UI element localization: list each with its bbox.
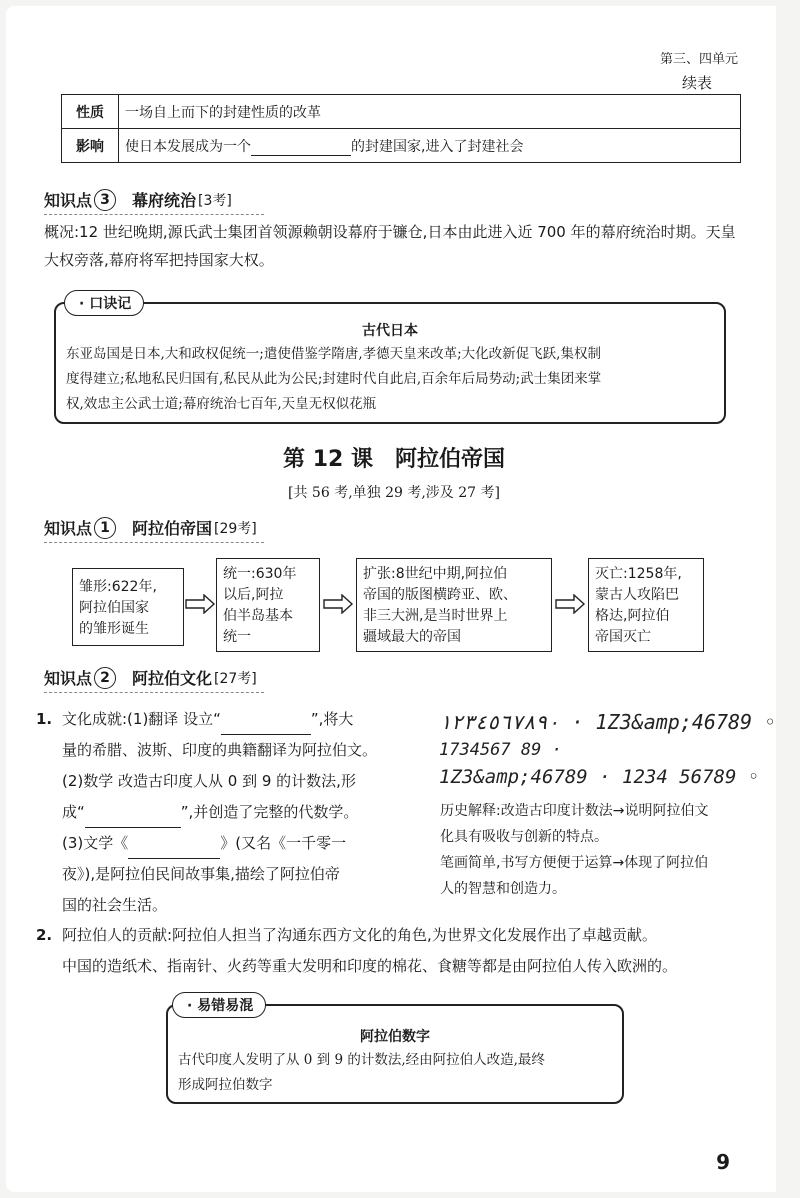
flow-line: 灭亡:1258年, [595, 566, 682, 582]
kp-count: [3考] [198, 192, 232, 209]
line-text: 成“ [62, 803, 85, 821]
mnemonic-line: 权,效忠主公武士道;幕府统治七百年,天皇无权似花瓶 [66, 396, 377, 412]
knowledge-point-2 [44, 666, 257, 689]
fill-blank[interactable] [85, 811, 181, 828]
flow-line: 统一:630年 [223, 566, 297, 582]
flow-line: 统一 [223, 629, 251, 645]
line-text: 文化成就:(1)翻译 设立“ [62, 710, 221, 728]
item-line: 国的社会生活。 [62, 896, 168, 914]
table-key: 性质 [62, 95, 119, 129]
flow-line: 雏形:622年, [79, 579, 157, 595]
confusion-tag-label: 易错易混 [197, 998, 254, 1014]
confusion-text [178, 1048, 614, 1098]
mnemonic-line: 度得建立;私地私民归国有,私民从此为公民;封建时代自此启,百余年后局势动;武士集团来掌 [66, 371, 602, 387]
confusion-tag: · 易错易混 [172, 992, 266, 1018]
table-key: 影响 [62, 129, 119, 163]
item-line [62, 828, 422, 859]
kp-count: [27考] [214, 670, 257, 687]
kp-count: [29考] [214, 520, 257, 537]
kp-number: 1 [94, 517, 116, 539]
line-text: (3)文学《 [62, 834, 129, 852]
flow-box-expand [356, 558, 552, 652]
item-number: 1. [36, 710, 53, 728]
kp-label: 知识点 [44, 191, 93, 210]
page-number: 9 [716, 1150, 730, 1174]
flow-line: 阿拉伯国家 [79, 600, 149, 616]
mnemonic-tag-label: 口诀记 [89, 296, 132, 312]
note-line: 人的智慧和创造力。 [440, 881, 566, 897]
numeral-line: 1Z3&amp;46789 · 1234 56789 ◦ [439, 766, 760, 788]
flow-arrow-icon [554, 594, 586, 614]
arab-contribution [62, 920, 762, 982]
flow-line: 帝国的版图横跨亚、欧、 [363, 587, 517, 603]
history-note [440, 798, 756, 902]
knowledge-point-3 [44, 188, 232, 211]
flow-box-origin [72, 568, 184, 646]
flow-line: 疆域最大的帝国 [363, 629, 461, 645]
table-cell: 一场自上而下的封建性质的改革 [119, 95, 741, 129]
table-cell-pre: 使日本发展成为一个 [125, 138, 251, 155]
mnemonic-title: 古代日本 [362, 323, 418, 339]
item-line: 阿拉伯人的贡献:阿拉伯人担当了沟通东西方文化的角色,为世界文化发展作出了卓越贡献。 [62, 926, 657, 944]
knowledge-point-1 [44, 516, 257, 539]
divider [44, 214, 264, 215]
mnemonic-text [66, 342, 716, 417]
kp-title: 阿拉伯文化 [132, 669, 213, 688]
item-line: 中国的造纸术、指南针、火药等重大发明和印度的棉花、食糖等都是由阿拉伯人传入欧洲的。 [62, 957, 678, 975]
item-line: (2)数学 改造古印度人从 0 到 9 的计数法,形 [62, 772, 356, 790]
kp-number: 3 [94, 189, 116, 211]
table-cell [119, 129, 741, 163]
mnemonic-tag: · 口诀记 [64, 290, 144, 316]
flow-line: 伯半岛基本 [223, 608, 293, 624]
flow-line: 蒙古人攻陷巴 [595, 587, 679, 603]
confusion-line: 古代印度人发明了从 0 到 9 的计数法,经由阿拉伯人改造,最终 [178, 1052, 545, 1068]
flow-arrow-icon [322, 594, 354, 614]
line-text: 》(又名《一千零一 [220, 834, 347, 852]
note-line: 历史解释:改造古印度计数法→说明阿拉伯文 [440, 803, 709, 819]
flow-arrow-icon [184, 594, 216, 614]
kp-number: 2 [94, 667, 116, 689]
kp-label: 知识点 [44, 519, 93, 538]
confusion-box [166, 1004, 624, 1104]
flow-line: 非三大洲,是当时世界上 [363, 608, 508, 624]
item-line: 量的希腊、波斯、印度的典籍翻译为阿拉伯文。 [62, 741, 378, 759]
note-line: 化具有吸收与创新的特点。 [440, 829, 608, 845]
flow-line: 扩张:8世纪中期,阿拉伯 [363, 566, 508, 582]
fill-blank[interactable] [251, 139, 351, 156]
fill-blank[interactable] [221, 718, 311, 735]
table-row [62, 129, 741, 163]
item-number: 2. [36, 926, 53, 944]
line-text: ”,并创造了完整的代数学。 [180, 803, 359, 821]
flow-line: 的雏形诞生 [79, 621, 149, 637]
item-line [62, 797, 422, 828]
table-row [62, 95, 741, 129]
page [6, 6, 776, 1192]
kp-label: 知识点 [44, 669, 93, 688]
table-cell-post: 的封建国家,进入了封建社会 [351, 138, 524, 155]
unit-header: 第三、四单元 [659, 52, 738, 67]
kp-title: 阿拉伯帝国 [132, 519, 213, 538]
flow-box-fall [588, 558, 704, 652]
item-line [62, 704, 422, 735]
kp-title: 幕府统治 [132, 191, 197, 210]
overview-text: 概况:12 世纪晚期,源氏武士集团首领源赖朝设幕府于镰仓,日本由此进入近 700 年的幕府统治时期。天皇大权旁落,幕府将军把持国家大权。 [44, 223, 736, 269]
culture-achievements [62, 704, 422, 921]
lesson-title: 第 12 课 阿拉伯帝国 [283, 447, 505, 472]
divider [44, 542, 264, 543]
mnemonic-line: 东亚岛国是日本,大和政权促统一;遣使借鉴学隋唐,孝德天皇来改革;大化改新促飞跃,集权制 [66, 346, 601, 362]
line-text: ”,将大 [310, 710, 354, 728]
continued-label: 续表 [681, 74, 712, 92]
japan-reform-table [61, 94, 741, 163]
numeral-line: ١٢٣٤٥٦٧٨٩٠ · 1Z3&amp;46789 ◦ [439, 710, 776, 734]
flow-line: 帝国灭亡 [595, 629, 651, 645]
flow-line: 以后,阿拉 [223, 587, 284, 603]
flow-line: 格达,阿拉伯 [595, 608, 670, 624]
note-line: 笔画简单,书写方便便于运算→体现了阿拉伯 [440, 855, 709, 871]
mnemonic-box [54, 302, 726, 424]
fill-blank[interactable] [128, 842, 220, 859]
lesson-subtitle: [共 56 考,单独 29 考,涉及 27 考] [288, 485, 500, 501]
confusion-title: 阿拉伯数字 [360, 1029, 430, 1045]
numeral-line: 1734567 89 · [439, 740, 562, 760]
divider [44, 692, 264, 693]
flow-box-unify [216, 558, 320, 652]
item-line: 夜》),是阿拉伯民间故事集,描绘了阿拉伯帝 [62, 865, 340, 883]
confusion-line: 形成阿拉伯数字 [178, 1077, 273, 1093]
